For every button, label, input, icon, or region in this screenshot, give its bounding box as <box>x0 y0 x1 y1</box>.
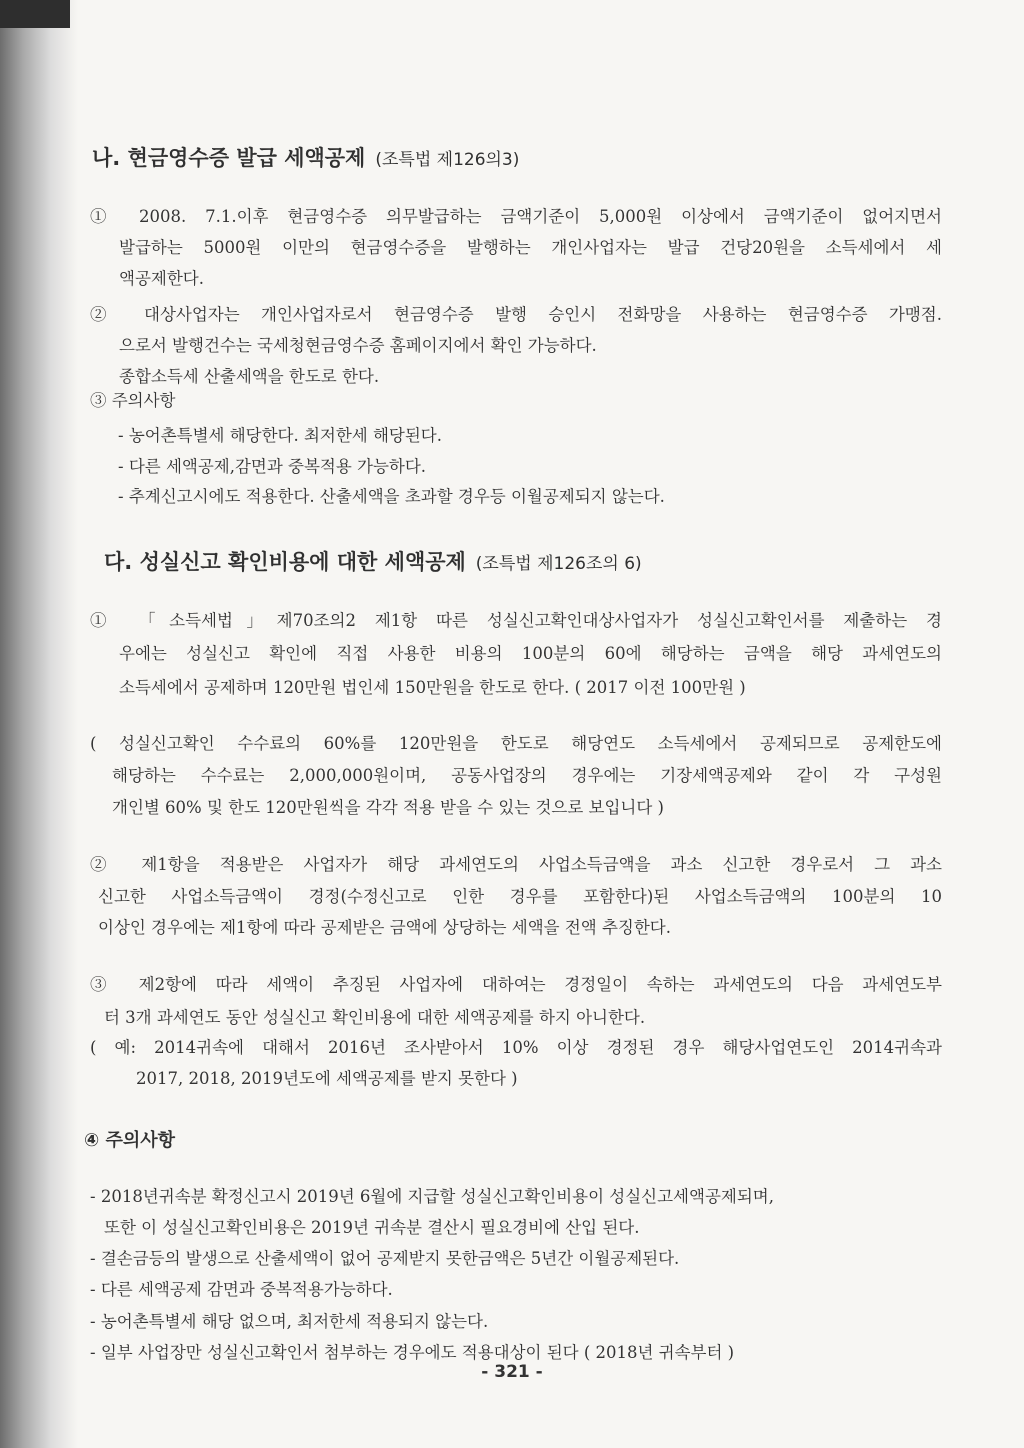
note-line: 또한 이 성실신고확인비용은 2019년 귀속분 결산시 필요경비에 산입 된다. <box>104 1218 640 1237</box>
paragraph-line: 우에는 성실신고 확인에 직접 사용한 비용의 100분의 60에 해당하는 금액을 해당 과세연도의 <box>119 644 942 663</box>
section-law-reference: (조특법 제126조의 6) <box>475 554 642 574</box>
paragraph-line: ② 대상사업자는 개인사업자로서 현금영수증 발행 승인시 전화망을 사용하는 현금영수증 가맹점. <box>90 305 942 324</box>
note-line: - 다른 세액공제 감면과 중복적용가능하다. <box>90 1280 393 1299</box>
paragraph-line: 으로서 발행건수는 국세청현금영수증 홈페이지에서 확인 가능하다. <box>119 336 597 355</box>
paragraph-line: ③ 제2항에 따라 세액이 추징된 사업자에 대하여는 경정일이 속하는 과세연도의 다음 과세연도부 <box>90 975 942 994</box>
section-title: 다. 성실신고 확인비용에 대한 세액공제 <box>104 550 466 574</box>
paragraph-line: - 다른 세액공제,감면과 중복적용 가능하다. <box>118 457 427 476</box>
note-line: - 농어촌특별세 해당 없으며, 최저한세 적용되지 않는다. <box>90 1312 489 1331</box>
paragraph-line: 발급하는 5000원 이만의 현금영수증을 발행하는 개인사업자는 발급 건당20원을 소득세에서 세 <box>119 238 942 257</box>
paragraph-line: - 추계신고시에도 적용한다. 산출세액을 초과할 경우등 이월공제되지 않는다. <box>118 487 665 506</box>
note-line: - 2018년귀속분 확정신고시 2019년 6월에 지급할 성실신고확인비용이 성실신고세액공제되며, <box>90 1187 774 1206</box>
paragraph-line: ( 예: 2014귀속에 대해서 2016년 조사받아서 10% 이상 경정된 경우 해당사업연도인 2014귀속과 <box>90 1038 942 1057</box>
page-number: - 321 - <box>481 1362 543 1382</box>
paragraph-line: 개인별 60% 및 한도 120만원씩을 각각 적용 받을 수 있는 것으로 보입니다 ) <box>112 798 664 817</box>
paragraph-line: 종합소득세 산출세액을 한도로 한다. <box>119 367 380 386</box>
section-heading-da <box>104 546 642 576</box>
paragraph-line: ① 2008. 7.1.이후 현금영수증 의무발급하는 금액기준이 5,000원 이상에서 금액기준이 없어지면서 <box>90 207 942 226</box>
paragraph-line: ① 「소득세법」제70조의2 제1항 따른 성실신고확인대상사업자가 성실신고확인서를 제출하는 경 <box>90 611 942 630</box>
paragraph-line: ③ 주의사항 <box>90 391 176 410</box>
paragraph-line: ( 성실신고확인 수수료의 60%를 120만원을 한도로 해당연도 소득세에서 공제되므로 공제한도에 <box>90 734 942 753</box>
paragraph-line: 소득세에서 공제하며 120만원 법인세 150만원을 한도로 한다. ( 2017 이전 100만원 ) <box>119 678 746 697</box>
paragraph-line: ② 제1항을 적용받은 사업자가 해당 과세연도의 사업소득금액을 과소 신고한 경우로서 그 과소 <box>90 855 942 874</box>
paragraph-line: 2017, 2018, 2019년도에 세액공제를 받지 못한다 ) <box>136 1069 518 1088</box>
paragraph-line: - 농어촌특별세 해당한다. 최저한세 해당된다. <box>118 426 442 445</box>
section-law-reference: (조특법 제126의3) <box>375 150 520 170</box>
paragraph-line: 터 3개 과세연도 동안 성실신고 확인비용에 대한 세액공제를 하지 아니한다. <box>104 1008 646 1027</box>
note-line: - 결손금등의 발생으로 산출세액이 없어 공제받지 못한금액은 5년간 이월공제된다. <box>90 1249 680 1268</box>
caution-subheading: ④ 주의사항 <box>84 1130 176 1151</box>
paragraph-line: 이상인 경우에는 제1항에 따라 공제받은 금액에 상당하는 세액을 전액 추징한다. <box>98 918 671 937</box>
paragraph-line: 신고한 사업소득금액이 경정(수정신고로 인한 경우를 포함한다)된 사업소득금액의 100분의 10 <box>98 887 942 906</box>
paragraph-line: 액공제한다. <box>119 269 204 288</box>
paragraph-line: 해당하는 수수료는 2,000,000원이며, 공동사업장의 경우에는 기장세액공제와 같이 각 구성원 <box>112 766 942 785</box>
note-line: - 일부 사업장만 성실신고확인서 첨부하는 경우에도 적용대상이 된다 ( 2018년 귀속부터 ) <box>90 1343 735 1362</box>
section-heading-na <box>92 142 519 172</box>
section-title: 나. 현금영수증 발급 세액공제 <box>92 146 366 170</box>
